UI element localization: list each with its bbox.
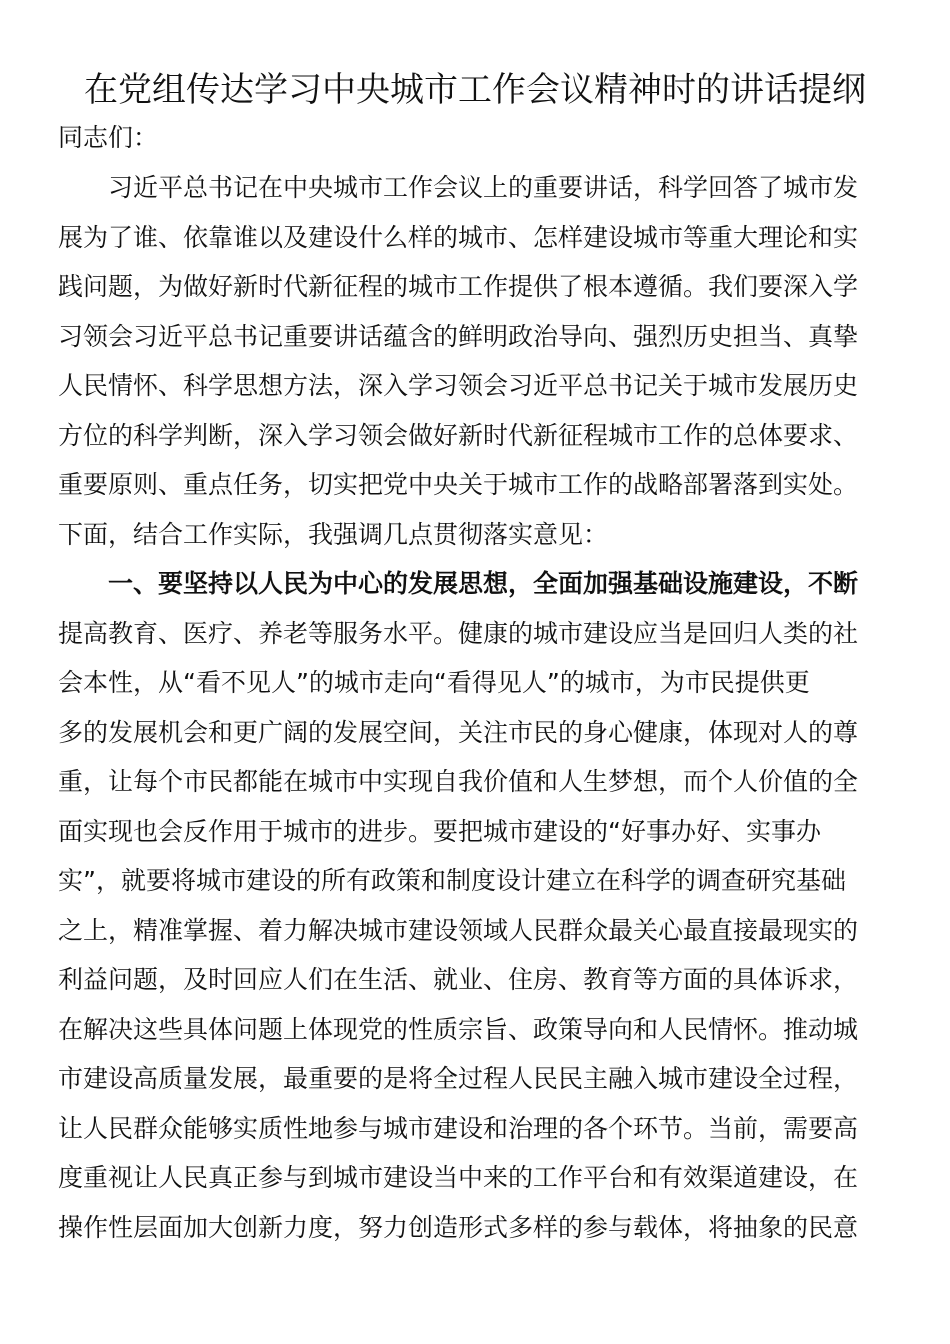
paragraph-line: 重，让每个市民都能在城市中实现自我价值和人生梦想，而个人价值的全	[58, 767, 859, 796]
paragraph-line: 展为了谁、依靠谁以及建设什么样的城市、怎样建设城市等重大理论和实	[58, 222, 859, 252]
salutation: 同志们：	[58, 123, 159, 152]
paragraph-line: 之上，精准掌握、着力解决城市建设领域人民群众最关心最直接最现实的	[58, 915, 859, 945]
paragraph-line: 重要原则、重点任务，切实把党中央关于城市工作的战略部署落到实处。	[58, 470, 859, 499]
paragraph-line: 人民情怀、科学思想方法，深入学习领会习近平总书记关于城市发展历史	[58, 371, 859, 400]
paragraph-line: 让人民群众能够实质性地参与城市建设和治理的各个环节。当前，需要高	[58, 1113, 859, 1143]
paragraph-line: 践问题，为做好新时代新征程的城市工作提供了根本遵循。我们要深入学	[58, 272, 859, 301]
paragraph-line: 下面，结合工作实际，我强调几点贯彻落实意见：	[58, 519, 609, 549]
paragraph-line: 在解决这些具体问题上体现党的性质宗旨、政策导向和人民情怀。推动城	[58, 1014, 859, 1044]
paragraph-line: 会本性，从“看不见人”的城市走向“看得见人”的城市，为市民提供更	[58, 668, 810, 697]
paragraph-line: 多的发展机会和更广阔的发展空间，关注市民的身心健康，体现对人的尊	[58, 717, 859, 747]
paragraph-line: 市建设高质量发展，最重要的是将全过程人民民主融入城市建设全过程，	[58, 1064, 859, 1093]
paragraph-line: 实”，就要将城市建设的所有政策和制度设计建立在科学的调查研究基础	[58, 866, 846, 895]
paragraph-line: 提高教育、医疗、养老等服务水平。健康的城市建设应当是回归人类的社	[58, 618, 859, 648]
document-title: 在党组传达学习中央城市工作会议精神时的讲话提纲	[84, 70, 866, 110]
paragraph-line: 习近平总书记在中央城市工作会议上的重要讲话，科学回答了城市发	[108, 173, 859, 202]
section-heading-line: 一、要坚持以人民为中心的发展思想，全面加强基础设施建设，不断	[108, 569, 859, 598]
paragraph-line: 习领会习近平总书记重要讲话蕴含的鲜明政治导向、强烈历史担当、真挚	[58, 321, 859, 351]
paragraph-line: 面实现也会反作用于城市的进步。要把城市建设的“好事办好、实事办	[58, 816, 821, 846]
document-body	[58, 163, 878, 1252]
paragraph-line: 方位的科学判断，深入学习领会做好新时代新征程城市工作的总体要求、	[58, 420, 859, 450]
paragraph-line: 利益问题，及时回应人们在生活、就业、住房、教育等方面的具体诉求，	[58, 965, 859, 994]
paragraph-line: 操作性层面加大创新力度，努力创造形式多样的参与载体，将抽象的民意	[58, 1212, 859, 1242]
paragraph-line: 度重视让人民真正参与到城市建设当中来的工作平台和有效渠道建设，在	[58, 1163, 859, 1192]
